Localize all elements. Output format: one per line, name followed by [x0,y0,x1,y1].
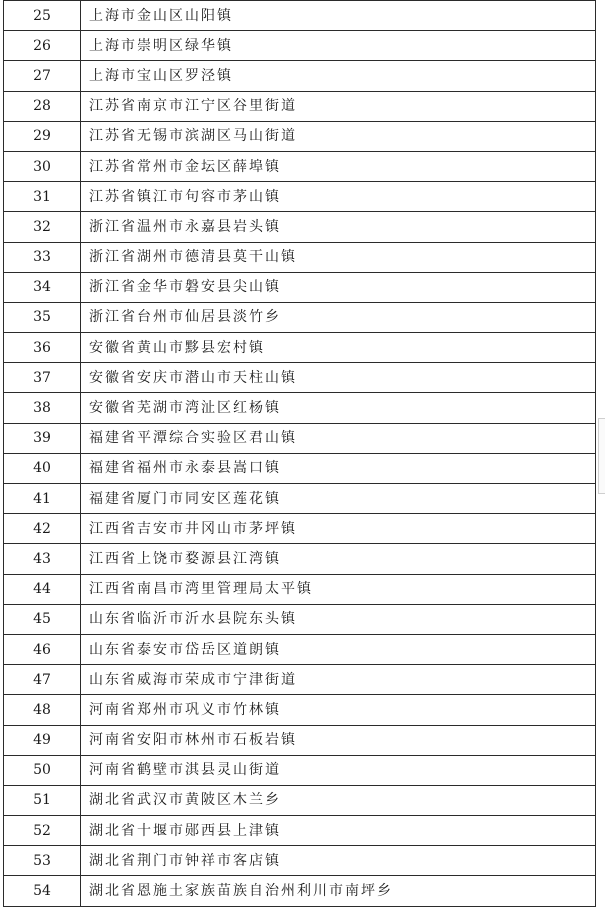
place-name-cell: 浙江省台州市仙居县淡竹乡 [81,302,596,332]
row-number-cell: 26 [4,31,81,61]
table-row [4,453,596,483]
row-number-cell: 50 [4,755,81,785]
table-row [4,846,596,876]
row-number-cell: 41 [4,484,81,514]
row-number-cell: 40 [4,453,81,483]
place-name-cell: 湖北省荆门市钟祥市客店镇 [81,846,596,876]
row-number-cell: 43 [4,544,81,574]
place-name-cell: 山东省临沂市沂水县院东头镇 [81,604,596,634]
table-row [4,91,596,121]
place-name-cell: 江苏省无锡市滨湖区马山街道 [81,121,596,151]
row-number-cell: 27 [4,61,81,91]
row-number-cell: 49 [4,725,81,755]
row-number-cell: 33 [4,242,81,272]
row-number-cell: 25 [4,1,81,31]
row-number-cell: 31 [4,182,81,212]
table-row [4,302,596,332]
place-name-cell: 江苏省镇江市句容市茅山镇 [81,182,596,212]
table-body [4,1,596,907]
row-number-cell: 48 [4,695,81,725]
place-name-cell: 福建省厦门市同安区莲花镇 [81,484,596,514]
table-row [4,423,596,453]
row-number-cell: 30 [4,151,81,181]
row-number-cell: 52 [4,816,81,846]
row-number-cell: 45 [4,604,81,634]
place-name-cell: 江苏省常州市金坛区薛埠镇 [81,151,596,181]
place-name-cell: 上海市金山区山阳镇 [81,1,596,31]
table-row [4,333,596,363]
row-number-cell: 47 [4,665,81,695]
table-row [4,212,596,242]
table-row [4,182,596,212]
row-number-cell: 36 [4,333,81,363]
row-number-cell: 39 [4,423,81,453]
table-row [4,665,596,695]
row-number-cell: 54 [4,876,81,906]
place-name-cell: 山东省威海市荣成市宁津街道 [81,665,596,695]
row-number-cell: 32 [4,212,81,242]
table-row [4,31,596,61]
place-name-cell: 浙江省金华市磐安县尖山镇 [81,272,596,302]
place-name-cell: 安徽省安庆市潜山市天柱山镇 [81,363,596,393]
row-number-cell: 35 [4,302,81,332]
table-row [4,695,596,725]
table-row [4,393,596,423]
table-row [4,363,596,393]
row-number-cell: 28 [4,91,81,121]
place-name-cell: 安徽省黄山市黟县宏村镇 [81,333,596,363]
place-name-cell: 河南省安阳市林州市石板岩镇 [81,725,596,755]
table-row [4,634,596,664]
place-name-cell: 江西省上饶市婺源县江湾镇 [81,544,596,574]
row-number-cell: 37 [4,363,81,393]
table-row [4,121,596,151]
place-name-cell: 浙江省温州市永嘉县岩头镇 [81,212,596,242]
row-number-cell: 29 [4,121,81,151]
place-name-cell: 福建省福州市永泰县嵩口镇 [81,453,596,483]
place-name-cell: 河南省郑州市巩义市竹林镇 [81,695,596,725]
table-row [4,604,596,634]
place-name-cell: 江西省南昌市湾里管理局太平镇 [81,574,596,604]
row-number-cell: 38 [4,393,81,423]
table-row [4,544,596,574]
table-row [4,725,596,755]
table-row [4,61,596,91]
row-number-cell: 34 [4,272,81,302]
row-number-cell: 53 [4,846,81,876]
table-row [4,514,596,544]
table-row [4,574,596,604]
table-row [4,1,596,31]
table-row [4,484,596,514]
place-name-cell: 湖北省十堰市郧西县上津镇 [81,816,596,846]
place-name-cell: 江西省吉安市井冈山市茅坪镇 [81,514,596,544]
town-list-table [3,0,596,907]
side-scroll-handle[interactable] [598,418,605,494]
place-name-cell: 福建省平潭综合实验区君山镇 [81,423,596,453]
table-row [4,785,596,815]
document-table-container [3,0,595,907]
place-name-cell: 江苏省南京市江宁区谷里街道 [81,91,596,121]
table-row [4,755,596,785]
place-name-cell: 湖北省武汉市黄陂区木兰乡 [81,785,596,815]
place-name-cell: 河南省鹤壁市淇县灵山街道 [81,755,596,785]
row-number-cell: 42 [4,514,81,544]
place-name-cell: 湖北省恩施土家族苗族自治州利川市南坪乡 [81,876,596,906]
table-row [4,151,596,181]
place-name-cell: 上海市宝山区罗泾镇 [81,61,596,91]
place-name-cell: 安徽省芜湖市湾沚区红杨镇 [81,393,596,423]
place-name-cell: 浙江省湖州市德清县莫干山镇 [81,242,596,272]
row-number-cell: 46 [4,634,81,664]
place-name-cell: 山东省泰安市岱岳区道朗镇 [81,634,596,664]
row-number-cell: 51 [4,785,81,815]
table-row [4,242,596,272]
table-row [4,272,596,302]
row-number-cell: 44 [4,574,81,604]
place-name-cell: 上海市崇明区绿华镇 [81,31,596,61]
table-row [4,876,596,906]
table-row [4,816,596,846]
